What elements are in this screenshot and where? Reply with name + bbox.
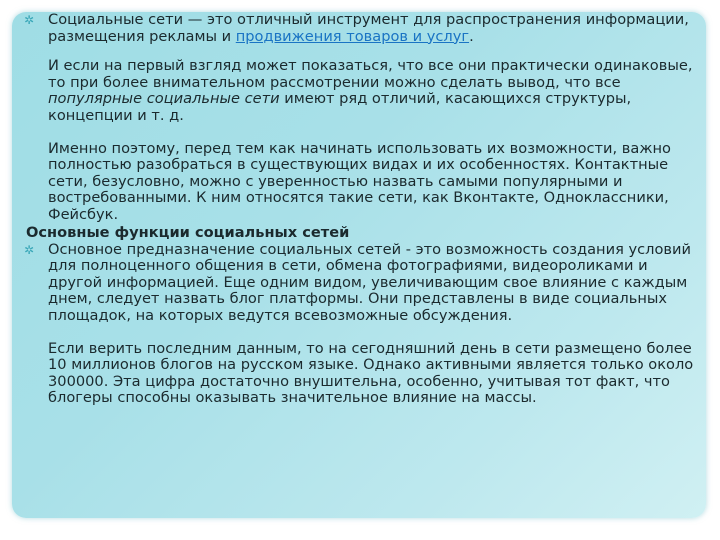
slide-content xyxy=(22,12,698,407)
spacer xyxy=(22,125,698,141)
intro-end: . xyxy=(469,27,474,45)
paragraph-contact-networks: Именно поэтому, перед тем как начинать использовать их возможности, важно полностью разобраться в существующих видах и их особенностях. Контактные сети, безусловно, можно с уверенностью назвать самыми популярными и востребованными. К ним относятся такие сети, как Вконтакте, Одноклассники, Фейсбук. xyxy=(48,139,671,223)
differences-italic: популярные социальные сети xyxy=(48,90,280,108)
paragraph-intro xyxy=(22,12,698,45)
differences-text-start: И если на первый взгляд может показаться, что все они практически одинаковые, то при более внимательном рассмотрении можно сделать вывод, что все xyxy=(48,57,693,91)
bullet-icon: ✲ xyxy=(24,242,35,257)
paragraph-differences xyxy=(22,58,698,124)
paragraph-blogs: Если верить последним данным, то на сегодняшний день в сети размещено более 10 миллионов блогов на русском языке. Однако активными является только около 300000. Эта цифра достаточно внушительна, особенно, учитывая тот факт, что блогеры способны оказывать значительное влияние на массы. xyxy=(48,339,694,407)
promotion-link[interactable]: продвижения товаров и услуг xyxy=(235,27,470,45)
intro-text: Социальные сети — это отличный инструмент для распространения информации, размещения рекламы и xyxy=(48,11,689,45)
bullet-icon: ✲ xyxy=(24,13,35,27)
paragraph-purpose xyxy=(22,242,698,325)
differences-text-end: имеют ряд отличий, касающихся структуры, концепции и т. д. xyxy=(48,90,632,124)
section-heading: Основные функции социальных сетей xyxy=(26,223,350,241)
purpose-text: Основное предназначение социальных сетей - это возможность создания условий для полноценного общения в сети, обмена фотографиями, видеороликами и другой информацией. Еще одним видом, увеличивающим свое влияние с каждым днем, следует назвать блог платформы. Они представлены в виде социальных площадок, на которых ведутся всевозможные обсуждения. xyxy=(48,240,691,324)
spacer xyxy=(22,325,698,341)
